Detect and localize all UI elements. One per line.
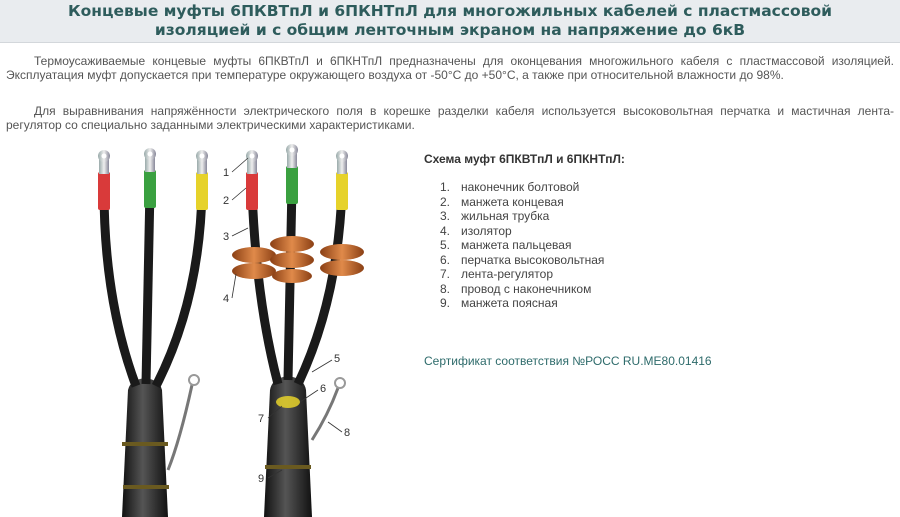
- item-label: манжета поясная: [461, 296, 558, 310]
- item-number: 4.: [440, 223, 451, 238]
- callout-6: 6: [320, 383, 327, 395]
- item-label: провод с наконечником: [461, 281, 592, 296]
- callout-2: 2: [223, 195, 230, 207]
- item-label: жильная трубка: [461, 209, 550, 223]
- scheme-list: [440, 180, 604, 311]
- item-label: наконечник болтовой: [461, 180, 580, 194]
- callout-5: 5: [334, 353, 341, 365]
- item-number: 8.: [440, 281, 451, 296]
- item-number: 5.: [440, 238, 451, 252]
- item-label: манжета концевая: [461, 194, 564, 209]
- callout-7: 7: [258, 413, 265, 425]
- intro-paragraph-1: Термоусаживаемые концевые муфты 6ПКВТпЛ и 6ПКНТпЛ предназначены для оконцевания многожильного кабеля с пластмассовой изоляцией. Эксплуатация муфт допускается при температуре окружающего воздуха от -50°С до +50°С, а также при относительной влажности до 98%.: [6, 54, 894, 82]
- left-termination-drawing: [98, 148, 208, 517]
- item-number: 9.: [440, 296, 451, 310]
- item-number: 1.: [440, 180, 451, 194]
- cable-termination-illustration: [60, 140, 390, 517]
- intro-paragraph-2: Для выравнивания напряжённости электрического поля в корешке разделки кабеля используется высоковольтная перчатка и мастичная лента-регулятор со специально заданными электрическими характеристиками.: [6, 104, 894, 132]
- item-label: изолятор: [461, 223, 512, 238]
- callout-4: 4: [223, 293, 230, 305]
- item-number: 3.: [440, 209, 451, 223]
- page-title: Концевые муфты 6ПКВТпЛ и 6ПКНТпЛ для многожильных кабелей с пластмассовой изоляцией и с общим ленточным экраном на напряжение до 6кВ: [67, 2, 833, 39]
- list-item: [440, 180, 604, 195]
- callout-8: 8: [344, 427, 351, 439]
- item-label: манжета пальцевая: [461, 238, 572, 252]
- item-number: 6.: [440, 252, 451, 267]
- scheme-title: Схема муфт 6ПКВТпЛ и 6ПКНТпЛ:: [424, 152, 625, 166]
- list-item: [440, 253, 604, 268]
- list-item: [440, 195, 604, 210]
- list-item: [440, 209, 604, 224]
- list-item: [440, 224, 604, 239]
- item-number: 7.: [440, 267, 451, 281]
- callout-9: 9: [258, 473, 265, 485]
- list-item: [440, 282, 604, 297]
- list-item: [440, 238, 604, 253]
- item-label: перчатка высоковольтная: [461, 252, 605, 267]
- certificate-text: Сертификат соответствия №РОСС RU.ME80.01416: [424, 354, 712, 368]
- right-termination-drawing: [232, 144, 364, 517]
- item-number: 2.: [440, 194, 451, 209]
- item-label: лента-регулятор: [461, 267, 554, 281]
- list-item: [440, 296, 604, 311]
- list-item: [440, 267, 604, 282]
- callout-3: 3: [223, 231, 230, 243]
- callout-1: 1: [223, 167, 230, 179]
- title-bar: [0, 0, 900, 43]
